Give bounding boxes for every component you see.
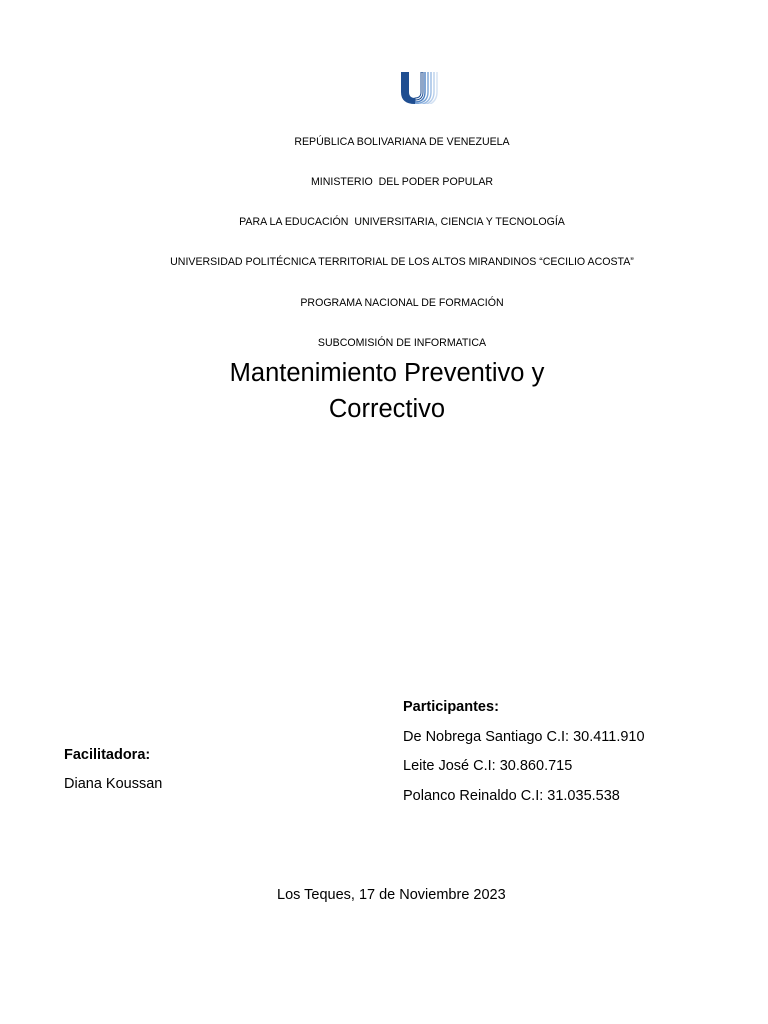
document-title bbox=[0, 355, 768, 427]
title-line-2: Correctivo bbox=[328, 395, 446, 423]
institution-header bbox=[0, 109, 768, 377]
header-line: SUBCOMISIÓN DE INFORMATICA bbox=[317, 336, 487, 349]
participant-item: Polanco Reinaldo C.I: 31.035.538 bbox=[403, 787, 620, 804]
header-line: PARA LA EDUCACIÓN UNIVERSITARIA, CIENCIA Y TECNOLOGÍA bbox=[239, 216, 565, 229]
university-logo-icon bbox=[399, 72, 439, 104]
participants-label: Participantes: bbox=[403, 699, 499, 715]
title-line-1: Mantenimiento Preventivo y bbox=[229, 359, 545, 387]
participant-item: Leite José C.I: 30.860.715 bbox=[403, 758, 573, 774]
facilitator-section bbox=[64, 747, 162, 792]
header-line: MINISTERIO DEL PODER POPULAR bbox=[310, 176, 494, 189]
facilitator-label: Facilitadora: bbox=[64, 747, 151, 763]
header-line: UNIVERSIDAD POLITÉCNICA TERRITORIAL DE LOS ALTOS MIRANDINOS “CECILIO ACOSTA” bbox=[170, 256, 634, 269]
facilitator-name: Diana Koussan bbox=[64, 776, 163, 792]
participants-section bbox=[403, 699, 645, 817]
header-line: PROGRAMA NACIONAL DE FORMACIÓN bbox=[300, 296, 504, 309]
participant-item: De Nobrega Santiago C.I: 30.411.910 bbox=[403, 728, 645, 745]
header-line: REPÚBLICA BOLIVARIANA DE VENEZUELA bbox=[294, 135, 510, 148]
place-date: Los Teques, 17 de Noviembre 2023 bbox=[277, 887, 506, 903]
